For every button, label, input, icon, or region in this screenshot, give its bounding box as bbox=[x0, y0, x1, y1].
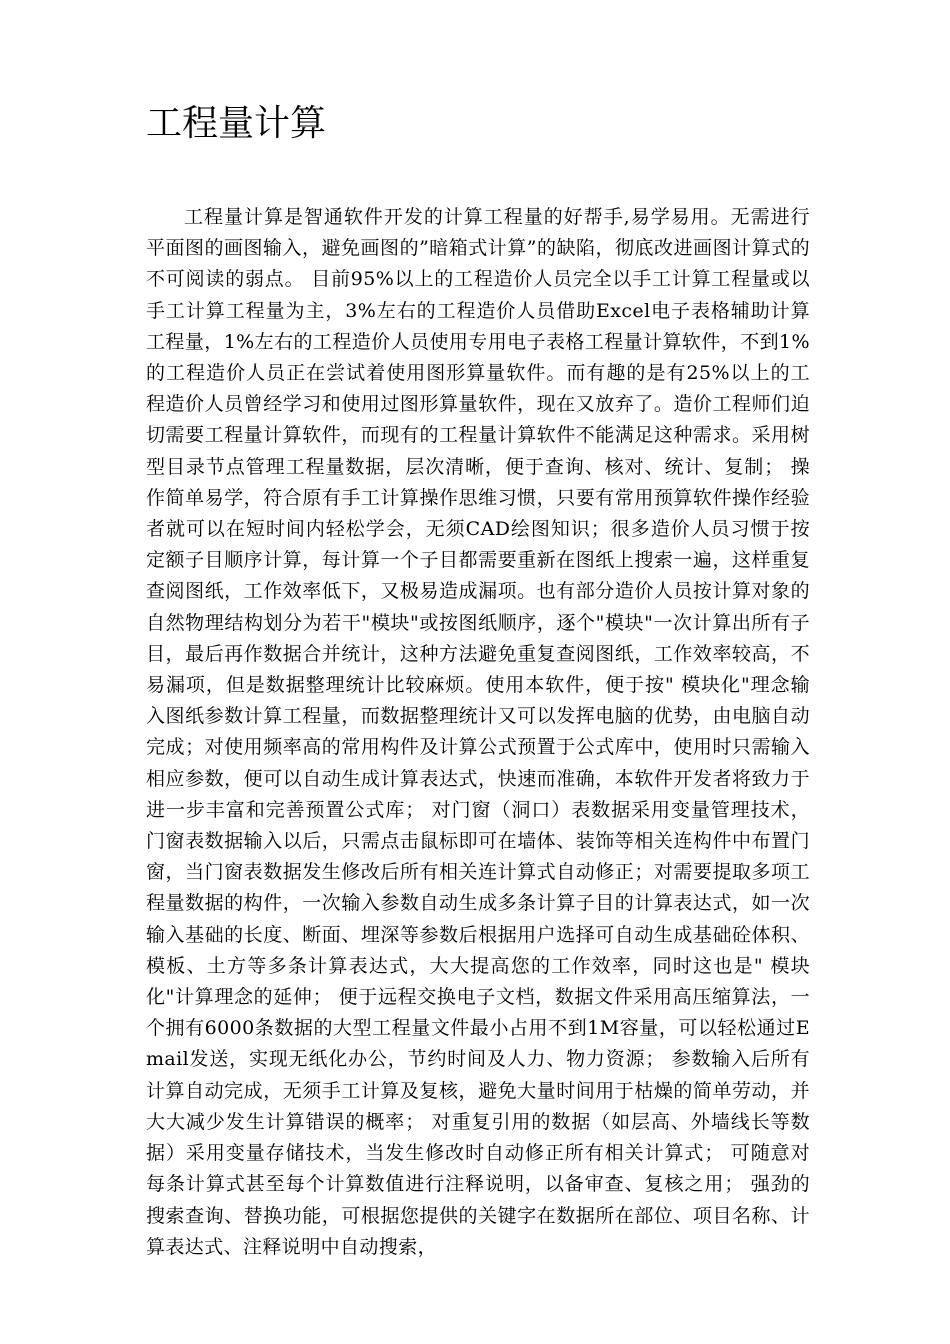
document-title: 工程量计算 bbox=[146, 103, 327, 144]
document-paragraph: 工程量计算是智通软件开发的计算工程量的好帮手,易学易用。无需进行平面图的画图输入，避免画图的”暗箱式计算”的缺陷，彻底改进画图计算式的不可阅读的弱点。 目前95%以上的工程造价人员完全以手工计算工程量或以手工计算工程量为主，3%左右的工程造价人员借助Excel电子表格辅助计算工程量，1%左右的工程造价人员使用专用电子表格工程量计算软件，不到1%的工程造价人员正在尝试着使用图形算量软件。而有趣的是有25%以上的工程造价人员曾经学习和使用过图形算量软件，现在又放弃了。造价工程师们迫切需要工程量计算软件，而现有的工程量计算软件不能满足这种需求。采用树型目录节点管理工程量数据，层次清晰，便于查询、核对、统计、复制； 操作简单易学，符合原有手工计算操作思维习惯，只要有常用预算软件操作经验者就可以在短时间内轻松学会，无须CAD绘图知识；很多造价人员习惯于按定额子目顺序计算，每计算一个子目都需要重新在图纸上搜索一遍，这样重复查阅图纸，工作效率低下，又极易造成漏项。也有部分造价人员按计算对象的自然物理结构划分为若干"模块"或按图纸顺序，逐个"模块"一次计算出所有子目，最后再作数据合并统计，这种方法避免重复查阅图纸，工作效率较高，不易漏项，但是数据整理统计比较麻烦。使用本软件，便于按" 模块化"理念输入图纸参数计算工程量，而数据整理统计又可以发挥电脑的优势，由电脑自动完成；对使用频率高的常用构件及计算公式预置于公式库中，使用时只需输入相应参数，便可以自动生成计算表达式，快速而准确，本软件开发者将致力于进一步丰富和完善预置公式库； 对门窗（洞口）表数据采用变量管理技术，门窗表数据输入以后，只需点击鼠标即可在墙体、装饰等相关连构件中布置门窗，当门窗表数据发生修改后所有相关连计算式自动修正；对需要提取多项工程量数据的构件，一次输入参数自动生成多条计算子目的计算表达式，如一次输入基础的长度、断面、埋深等参数后根据用户选择可自动生成基础砼体积、模板、土方等多条计算表达式，大大提高您的工作效率，同时这也是" 模块化"计算理念的延伸； 便于远程交换电子文档，数据文件采用高压缩算法，一个拥有6000条数据的大型工程量文件最小占用不到1M容量，可以轻松通过Email发送，实现无纸化办公，节约时间及人力、物力资源； 参数输入后所有计算自动完成，无须手工计算及复核，避免大量时间用于枯燥的简单劳动，并大大减少发生计算错误的概率； 对重复引用的数据（如层高、外墙线长等数据）采用变量存储技术，当发生修改时自动修正所有相关计算式； 可随意对每条计算式甚至每个计算数值进行注释说明，以备审查、复核之用； 强劲的搜索查询、替换功能，可根据您提供的关键字在数据所在部位、项目名称、计算表达式、注释说明中自动搜索， bbox=[146, 206, 810, 1258]
